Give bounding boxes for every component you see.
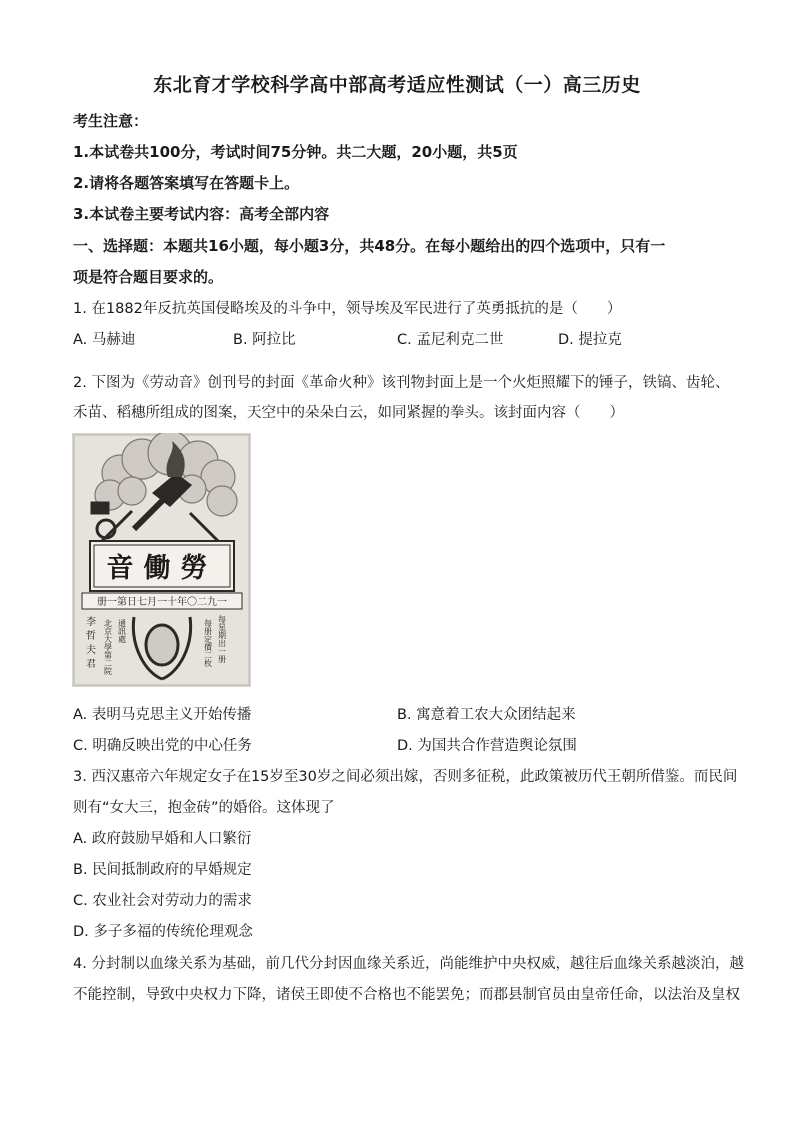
question-3-stem-line-1: 3. 西汉惠帝六年规定女子在15岁至30岁之间必须出嫁，否则多征税，此政策被历代王朝所借鉴。而民间 bbox=[73, 769, 738, 785]
notice-heading: 考生注意： bbox=[73, 112, 149, 130]
question-1-option-c[interactable]: C. 孟尼利克二世 bbox=[397, 332, 504, 348]
question-3-option-b[interactable]: B. 民间抵制政府的早婚规定 bbox=[73, 862, 252, 878]
question-2-option-a[interactable]: A. 表明马克思主义开始传播 bbox=[73, 707, 252, 723]
notice-item-2: 2.请将各题答案填写在答题卡上。 bbox=[73, 174, 300, 192]
cover-frequency: 每星期出一册 bbox=[217, 615, 227, 663]
question-3-stem-line-2: 则有“女大三，抱金砖”的婚俗。这体现了 bbox=[73, 800, 335, 816]
question-1-option-b[interactable]: B. 阿拉比 bbox=[233, 332, 296, 348]
question-2-option-d[interactable]: D. 为国共合作营造舆论氛围 bbox=[397, 738, 577, 754]
question-3-option-c[interactable]: C. 农业社会对劳动力的需求 bbox=[73, 893, 252, 909]
cover-date-line: 册一第日七月一十年〇二九一 bbox=[97, 597, 227, 608]
cover-name-char-3: 夫 bbox=[86, 645, 96, 656]
labor-voice-cover-image bbox=[72, 433, 251, 687]
notice-item-1: 1.本试卷共100分，考试时间75分钟。共二大题，20小题，共5页 bbox=[73, 143, 518, 161]
cover-masthead: 音働勞 bbox=[106, 553, 218, 584]
question-1-stem: 1. 在1882年反抗英国侵略埃及的斗争中，领导埃及军民进行了英勇抵抗的是（ ） bbox=[73, 301, 622, 317]
cover-illustration bbox=[72, 433, 251, 687]
cover-contact: 通訊處 bbox=[117, 619, 127, 643]
cover-price: 每册定價二枚 bbox=[203, 619, 213, 667]
question-1-option-a[interactable]: A. 马赫迪 bbox=[73, 332, 136, 348]
cover-name-char-4: 君 bbox=[86, 659, 96, 670]
page-title: 东北育才学校科学高中部高考适应性测试（一）高三历史 bbox=[153, 74, 641, 96]
question-1-option-d[interactable]: D. 提拉克 bbox=[558, 332, 622, 348]
question-4-stem-line-1: 4. 分封制以血缘关系为基础，前几代分封因血缘关系近，尚能维护中央权威，越往后血缘关系越淡泊，越 bbox=[73, 956, 744, 972]
question-2-option-b[interactable]: B. 寓意着工农大众团结起来 bbox=[397, 707, 576, 723]
section-heading-line-2: 项是符合题目要求的。 bbox=[73, 268, 224, 286]
question-2-option-c[interactable]: C. 明确反映出党的中心任务 bbox=[73, 738, 252, 754]
question-3-option-a[interactable]: A. 政府鼓励早婚和人口繁衍 bbox=[73, 831, 252, 847]
cover-name-char-1: 李 bbox=[86, 617, 96, 628]
cover-name-char-2: 哲 bbox=[86, 631, 96, 642]
notice-item-3: 3.本试卷主要考试内容：高考全部内容 bbox=[73, 205, 330, 223]
question-2-stem-line-1: 2. 下图为《劳动音》创刊号的封面《革命火种》该刊物封面上是一个火炬照耀下的锤子，铁镐、齿轮、 bbox=[73, 375, 730, 391]
cover-address: 北京大學第二院 bbox=[103, 619, 113, 675]
question-3-option-d[interactable]: D. 多子多福的传统伦理观念 bbox=[73, 924, 253, 940]
question-4-stem-line-2: 不能控制，导致中央权力下降，诸侯王即使不合格也不能罢免；而郡县制官员由皇帝任命，以法治及皇权 bbox=[73, 987, 740, 1003]
question-2-stem-line-2: 禾苗、稻穗所组成的图案，天空中的朵朵白云，如同紧握的拳头。该封面内容（ ） bbox=[73, 405, 624, 421]
section-heading-line-1: 一、选择题：本题共16小题，每小题3分，共48分。在每小题给出的四个选项中，只有一 bbox=[73, 237, 666, 255]
